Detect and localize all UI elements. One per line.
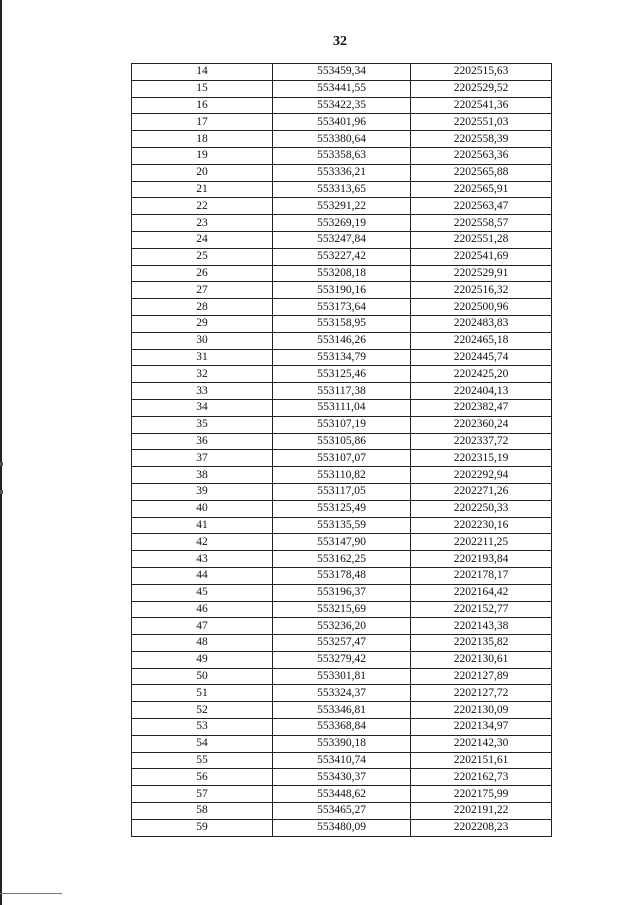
y-coordinate: 2202558,57 [411,215,552,232]
point-number: 14 [132,64,273,81]
y-coordinate: 2202151,61 [411,752,552,769]
point-number: 51 [132,685,273,702]
y-coordinate: 2202565,91 [411,181,552,198]
y-coordinate: 2202483,83 [411,315,552,332]
x-coordinate: 553269,19 [273,215,411,232]
table-row [132,584,552,601]
x-coordinate: 553465,27 [273,803,411,820]
table-row [132,315,552,332]
table-row [132,467,552,484]
y-coordinate: 2202142,30 [411,735,552,752]
x-coordinate: 553368,84 [273,719,411,736]
x-coordinate: 553448,62 [273,786,411,803]
y-coordinate: 2202271,26 [411,483,552,500]
y-coordinate: 2202211,25 [411,534,552,551]
y-coordinate: 2202250,33 [411,500,552,517]
y-coordinate: 2202382,47 [411,399,552,416]
table-row [132,450,552,467]
y-coordinate: 2202516,32 [411,282,552,299]
x-coordinate: 553146,26 [273,332,411,349]
x-coordinate: 553107,07 [273,450,411,467]
x-coordinate: 553336,21 [273,164,411,181]
y-coordinate: 2202193,84 [411,551,552,568]
table-row [132,685,552,702]
y-coordinate: 2202208,23 [411,819,552,836]
table-row [132,433,552,450]
table-row [132,635,552,652]
table-row [132,366,552,383]
y-coordinate: 2202135,82 [411,635,552,652]
point-number: 48 [132,635,273,652]
point-number: 55 [132,752,273,769]
x-coordinate: 553190,16 [273,282,411,299]
point-number: 35 [132,416,273,433]
point-number: 18 [132,131,273,148]
y-coordinate: 2202551,28 [411,231,552,248]
x-coordinate: 553158,95 [273,315,411,332]
table-row [132,668,552,685]
y-coordinate: 2202130,09 [411,702,552,719]
table-row [132,702,552,719]
point-number: 31 [132,349,273,366]
x-coordinate: 553257,47 [273,635,411,652]
point-number: 49 [132,651,273,668]
x-coordinate: 553380,64 [273,131,411,148]
point-number: 58 [132,803,273,820]
table-row [132,349,552,366]
point-number: 37 [132,450,273,467]
y-coordinate: 2202292,94 [411,467,552,484]
point-number: 17 [132,114,273,131]
x-coordinate: 553162,25 [273,551,411,568]
point-number: 26 [132,265,273,282]
y-coordinate: 2202143,38 [411,618,552,635]
x-coordinate: 553441,55 [273,80,411,97]
table-row [132,181,552,198]
point-number: 59 [132,819,273,836]
table-row [132,147,552,164]
y-coordinate: 2202315,19 [411,450,552,467]
table-row [132,769,552,786]
point-number: 33 [132,383,273,400]
x-coordinate: 553291,22 [273,198,411,215]
table-row [132,282,552,299]
table-row [132,752,552,769]
x-coordinate: 553125,49 [273,500,411,517]
x-coordinate: 553480,09 [273,819,411,836]
point-number: 39 [132,483,273,500]
point-number: 54 [132,735,273,752]
x-coordinate: 553324,37 [273,685,411,702]
scan-edge-mark [0,490,3,494]
x-coordinate: 553196,37 [273,584,411,601]
y-coordinate: 2202445,74 [411,349,552,366]
x-coordinate: 553125,46 [273,366,411,383]
x-coordinate: 553430,37 [273,769,411,786]
table-row [132,483,552,500]
point-number: 25 [132,248,273,265]
x-coordinate: 553422,35 [273,97,411,114]
y-coordinate: 2202558,39 [411,131,552,148]
y-coordinate: 2202404,13 [411,383,552,400]
table-row [132,399,552,416]
scan-edge-mark [0,462,3,466]
point-number: 50 [132,668,273,685]
y-coordinate: 2202230,16 [411,517,552,534]
point-number: 32 [132,366,273,383]
table-row [132,332,552,349]
y-coordinate: 2202500,96 [411,299,552,316]
table-row [132,265,552,282]
table-row [132,383,552,400]
y-coordinate: 2202162,73 [411,769,552,786]
table-row [132,164,552,181]
table-row [132,651,552,668]
y-coordinate: 2202127,89 [411,668,552,685]
point-number: 36 [132,433,273,450]
point-number: 22 [132,198,273,215]
table-row [132,601,552,618]
point-number: 42 [132,534,273,551]
x-coordinate: 553313,65 [273,181,411,198]
x-coordinate: 553301,81 [273,668,411,685]
table-row [132,500,552,517]
table-row [132,517,552,534]
x-coordinate: 553279,42 [273,651,411,668]
table-row [132,80,552,97]
point-number: 41 [132,517,273,534]
y-coordinate: 2202130,61 [411,651,552,668]
x-coordinate: 553227,42 [273,248,411,265]
scan-bottom-mark [0,893,62,894]
point-number: 57 [132,786,273,803]
y-coordinate: 2202360,24 [411,416,552,433]
x-coordinate: 553134,79 [273,349,411,366]
y-coordinate: 2202563,47 [411,198,552,215]
y-coordinate: 2202127,72 [411,685,552,702]
y-coordinate: 2202178,17 [411,567,552,584]
x-coordinate: 553459,34 [273,64,411,81]
point-number: 30 [132,332,273,349]
point-number: 43 [132,551,273,568]
point-number: 53 [132,719,273,736]
x-coordinate: 553107,19 [273,416,411,433]
x-coordinate: 553105,86 [273,433,411,450]
y-coordinate: 2202425,20 [411,366,552,383]
x-coordinate: 553401,96 [273,114,411,131]
point-number: 24 [132,231,273,248]
x-coordinate: 553410,74 [273,752,411,769]
y-coordinate: 2202541,36 [411,97,552,114]
point-number: 20 [132,164,273,181]
x-coordinate: 553247,84 [273,231,411,248]
x-coordinate: 553215,69 [273,601,411,618]
point-number: 38 [132,467,273,484]
table-row [132,198,552,215]
point-number: 44 [132,567,273,584]
x-coordinate: 553390,18 [273,735,411,752]
point-number: 47 [132,618,273,635]
table-row [132,618,552,635]
point-number: 23 [132,215,273,232]
table-row [132,551,552,568]
x-coordinate: 553346,81 [273,702,411,719]
y-coordinate: 2202175,99 [411,786,552,803]
point-number: 16 [132,97,273,114]
point-number: 29 [132,315,273,332]
table-row [132,299,552,316]
table-row [132,64,552,81]
table-row [132,534,552,551]
y-coordinate: 2202563,36 [411,147,552,164]
point-number: 27 [132,282,273,299]
table-row [132,803,552,820]
y-coordinate: 2202529,52 [411,80,552,97]
point-number: 56 [132,769,273,786]
point-number: 52 [132,702,273,719]
y-coordinate: 2202515,63 [411,64,552,81]
y-coordinate: 2202152,77 [411,601,552,618]
table-row [132,131,552,148]
y-coordinate: 2202541,69 [411,248,552,265]
y-coordinate: 2202529,91 [411,265,552,282]
point-number: 19 [132,147,273,164]
table-row [132,786,552,803]
table-row [132,719,552,736]
x-coordinate: 553147,90 [273,534,411,551]
x-coordinate: 553117,38 [273,383,411,400]
point-number: 34 [132,399,273,416]
table-row [132,735,552,752]
x-coordinate: 553135,59 [273,517,411,534]
y-coordinate: 2202134,97 [411,719,552,736]
x-coordinate: 553117,05 [273,483,411,500]
x-coordinate: 553173,64 [273,299,411,316]
coordinates-table-body [132,64,552,837]
x-coordinate: 553208,18 [273,265,411,282]
y-coordinate: 2202465,18 [411,332,552,349]
point-number: 46 [132,601,273,618]
y-coordinate: 2202337,72 [411,433,552,450]
x-coordinate: 553178,48 [273,567,411,584]
table-row [132,97,552,114]
point-number: 28 [132,299,273,316]
y-coordinate: 2202191,22 [411,803,552,820]
x-coordinate: 553236,20 [273,618,411,635]
point-number: 15 [132,80,273,97]
x-coordinate: 553358,63 [273,147,411,164]
y-coordinate: 2202565,88 [411,164,552,181]
point-number: 21 [132,181,273,198]
y-coordinate: 2202551,03 [411,114,552,131]
coordinates-table [131,63,552,837]
page-number: 32 [333,34,347,49]
table-row [132,114,552,131]
table-row [132,819,552,836]
y-coordinate: 2202164,42 [411,584,552,601]
table-row [132,248,552,265]
point-number: 40 [132,500,273,517]
table-row [132,567,552,584]
scan-left-edge [0,0,2,905]
point-number: 45 [132,584,273,601]
table-row [132,416,552,433]
x-coordinate: 553110,82 [273,467,411,484]
table-row [132,215,552,232]
table-row [132,231,552,248]
x-coordinate: 553111,04 [273,399,411,416]
